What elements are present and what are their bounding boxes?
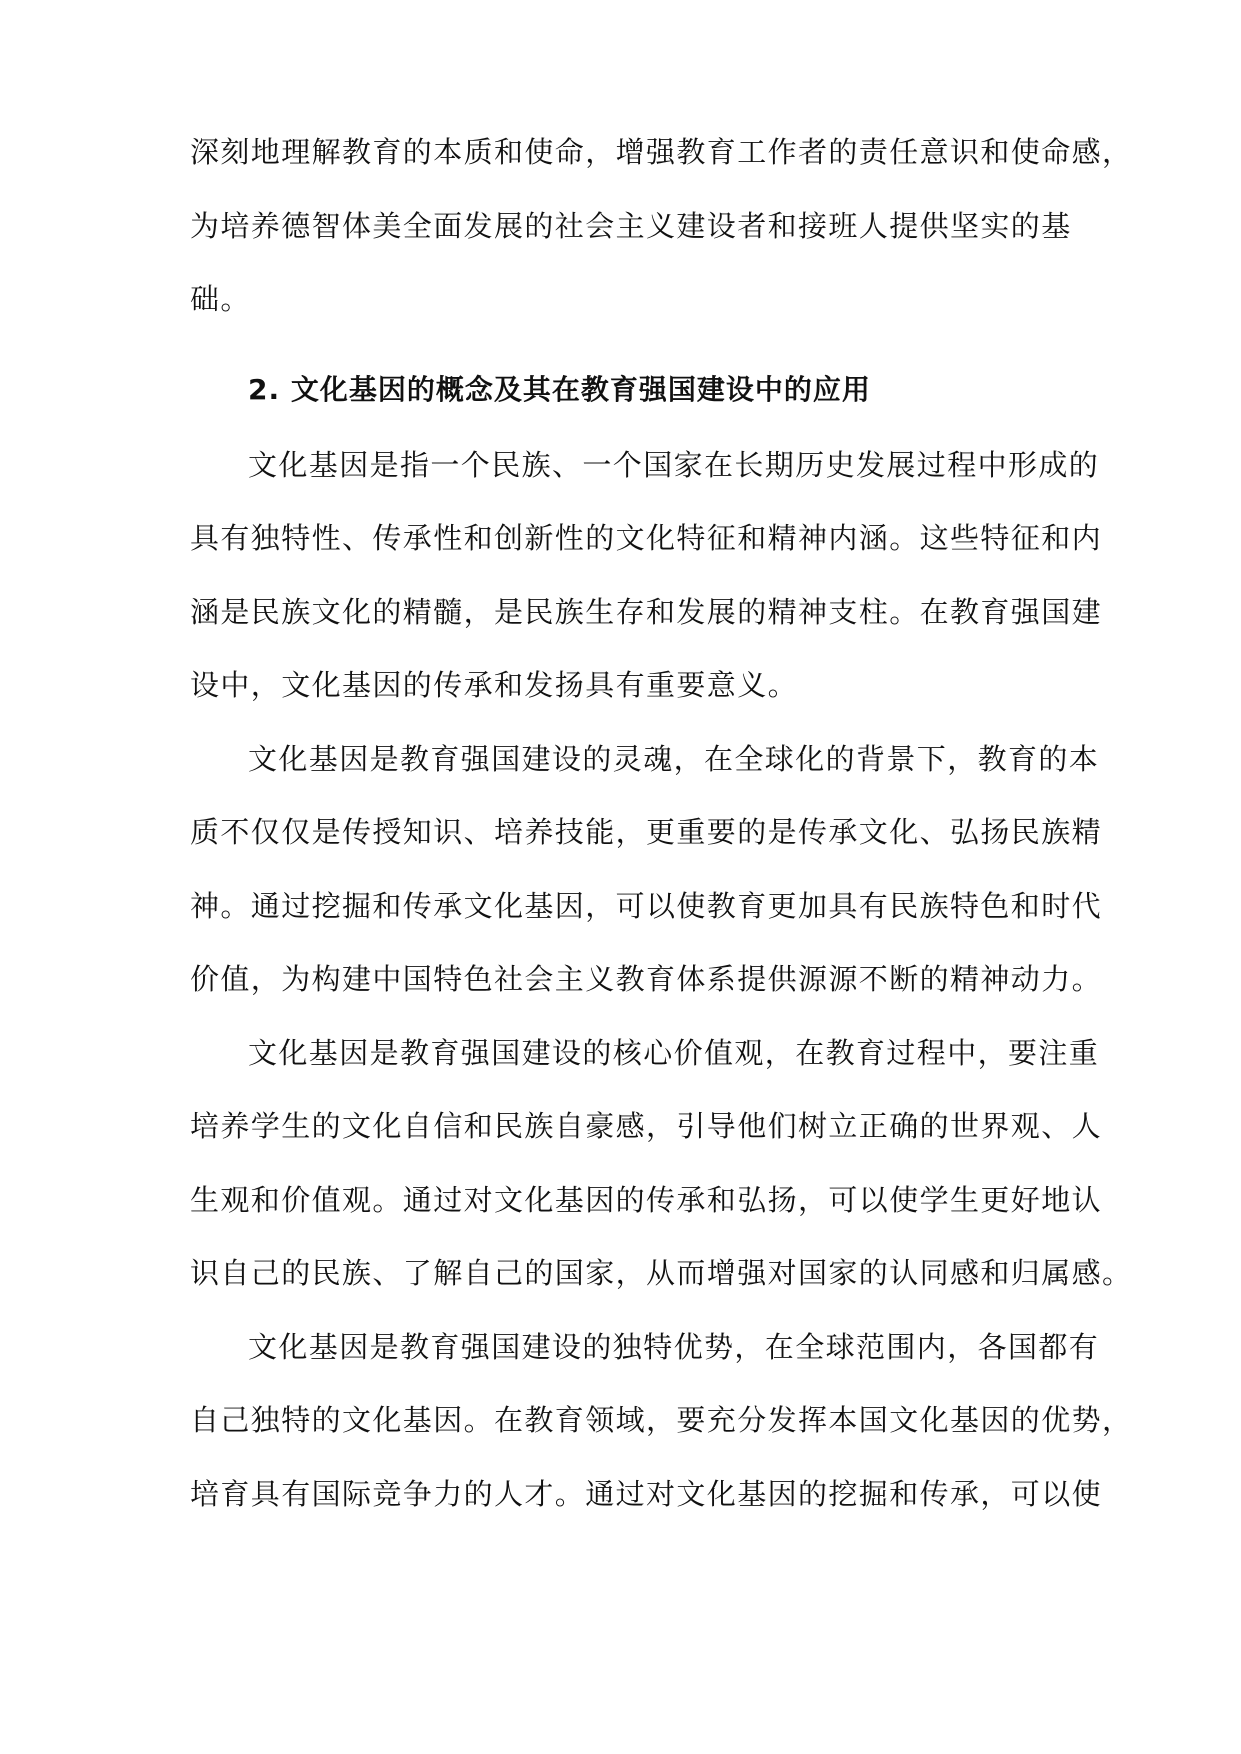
text-line: 神。通过挖掘和传承文化基因，可以使教育更加具有民族特色和时代: [190, 889, 1103, 923]
text-line: 自己独特的文化基因。在教育领域，要充分发挥本国文化基因的优势，: [190, 1403, 1133, 1437]
text-line: 文化基因是教育强国建设的独特优势，在全球范围内，各国都有: [248, 1330, 1100, 1364]
text-line: 生观和价值观。通过对文化基因的传承和弘扬，可以使学生更好地认: [190, 1183, 1103, 1217]
text-line: 培养学生的文化自信和民族自豪感，引导他们树立正确的世界观、人: [190, 1109, 1103, 1143]
text-line: 深刻地理解教育的本质和使命，增强教育工作者的责任意识和使命感，: [190, 135, 1133, 169]
text-line: 文化基因是教育强国建设的灵魂，在全球化的背景下，教育的本: [248, 742, 1100, 776]
text-line: 价值，为构建中国特色社会主义教育体系提供源源不断的精神动力。: [190, 962, 1103, 996]
text-line: 础。: [190, 282, 251, 316]
section-heading: 2. 文化基因的概念及其在教育强国建设中的应用: [248, 373, 871, 406]
text-line: 质不仅仅是传授知识、培养技能，更重要的是传承文化、弘扬民族精: [190, 815, 1103, 849]
text-line: 具有独特性、传承性和创新性的文化特征和精神内涵。这些特征和内: [190, 521, 1103, 555]
text-line: 培育具有国际竞争力的人才。通过对文化基因的挖掘和传承，可以使: [190, 1477, 1103, 1511]
text-line: 涵是民族文化的精髓，是民族生存和发展的精神支柱。在教育强国建: [190, 595, 1103, 629]
text-line: 识自己的民族、了解自己的国家，从而增强对国家的认同感和归属感。: [190, 1256, 1133, 1290]
text-line: 文化基因是指一个民族、一个国家在长期历史发展过程中形成的: [248, 448, 1100, 482]
text-line: 为培养德智体美全面发展的社会主义建设者和接班人提供坚实的基: [190, 209, 1072, 243]
text-line: 文化基因是教育强国建设的核心价值观，在教育过程中，要注重: [248, 1036, 1100, 1070]
text-line: 设中，文化基因的传承和发扬具有重要意义。: [190, 668, 799, 702]
